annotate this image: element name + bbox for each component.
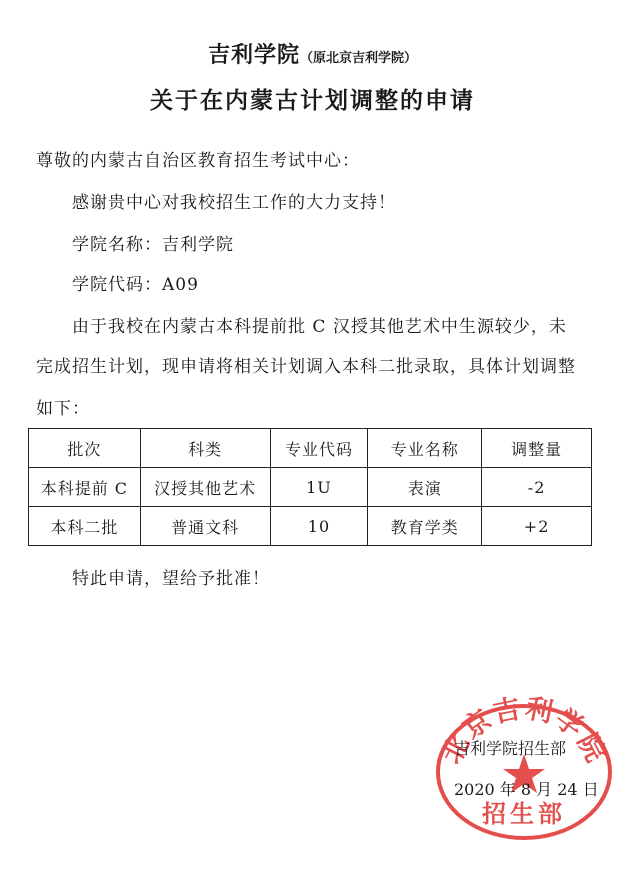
header-cell-adjustment: 调整量 (482, 429, 592, 468)
former-name: （原北京吉利学院） (300, 51, 418, 66)
table-cell: 表演 (368, 468, 482, 507)
header-cell-major-name: 专业名称 (368, 429, 482, 468)
school-code-line: 学院代码：A09 (72, 275, 199, 295)
signature-date: 2020 年 8 月 24 日 (454, 780, 599, 799)
body-line-2: 完成招生计划，现申请将相关计划调入本科二批录取，具体计划调整 (36, 357, 576, 377)
document-title (0, 38, 625, 69)
table-cell: 教育学类 (368, 507, 482, 546)
seal-bottom-text: 招生部 (482, 800, 566, 828)
plan-adjustment-table (28, 428, 592, 546)
table-cell: 10 (270, 507, 368, 546)
salutation: 尊敬的内蒙古自治区教育招生考试中心： (36, 151, 360, 171)
table-cell: -2 (482, 468, 592, 507)
signature-department: 吉利学院招生部 (454, 739, 567, 758)
closing-line: 特此申请，望给予批准！ (72, 569, 270, 589)
school-title: 吉利学院 (207, 42, 300, 68)
official-seal (432, 692, 616, 842)
table-cell: 汉授其他艺术 (140, 468, 270, 507)
seal-arc-text: 北京吉利学院 (436, 693, 612, 769)
thanks-line: 感谢贵中心对我校招生工作的大力支持！ (72, 193, 396, 213)
header-cell-batch: 批次 (29, 429, 141, 468)
school-name-line: 学院名称：吉利学院 (72, 235, 234, 255)
body-line-3: 如下： (36, 399, 90, 419)
table-cell: 本科二批 (29, 507, 141, 546)
table-cell: 普通文科 (140, 507, 270, 546)
document-subject: 关于在内蒙古计划调整的申请 (150, 87, 475, 114)
table-row (29, 507, 592, 546)
header-cell-major-code: 专业代码 (270, 429, 368, 468)
table-cell: +2 (482, 507, 592, 546)
table-row (29, 468, 592, 507)
table-header-row (29, 429, 592, 468)
body-line-1: 由于我校在内蒙古本科提前批 C 汉授其他艺术中生源较少，未 (72, 317, 567, 337)
table-cell: 本科提前 C (29, 468, 141, 507)
header-cell-category: 科类 (140, 429, 270, 468)
table-cell: 1U (270, 468, 368, 507)
